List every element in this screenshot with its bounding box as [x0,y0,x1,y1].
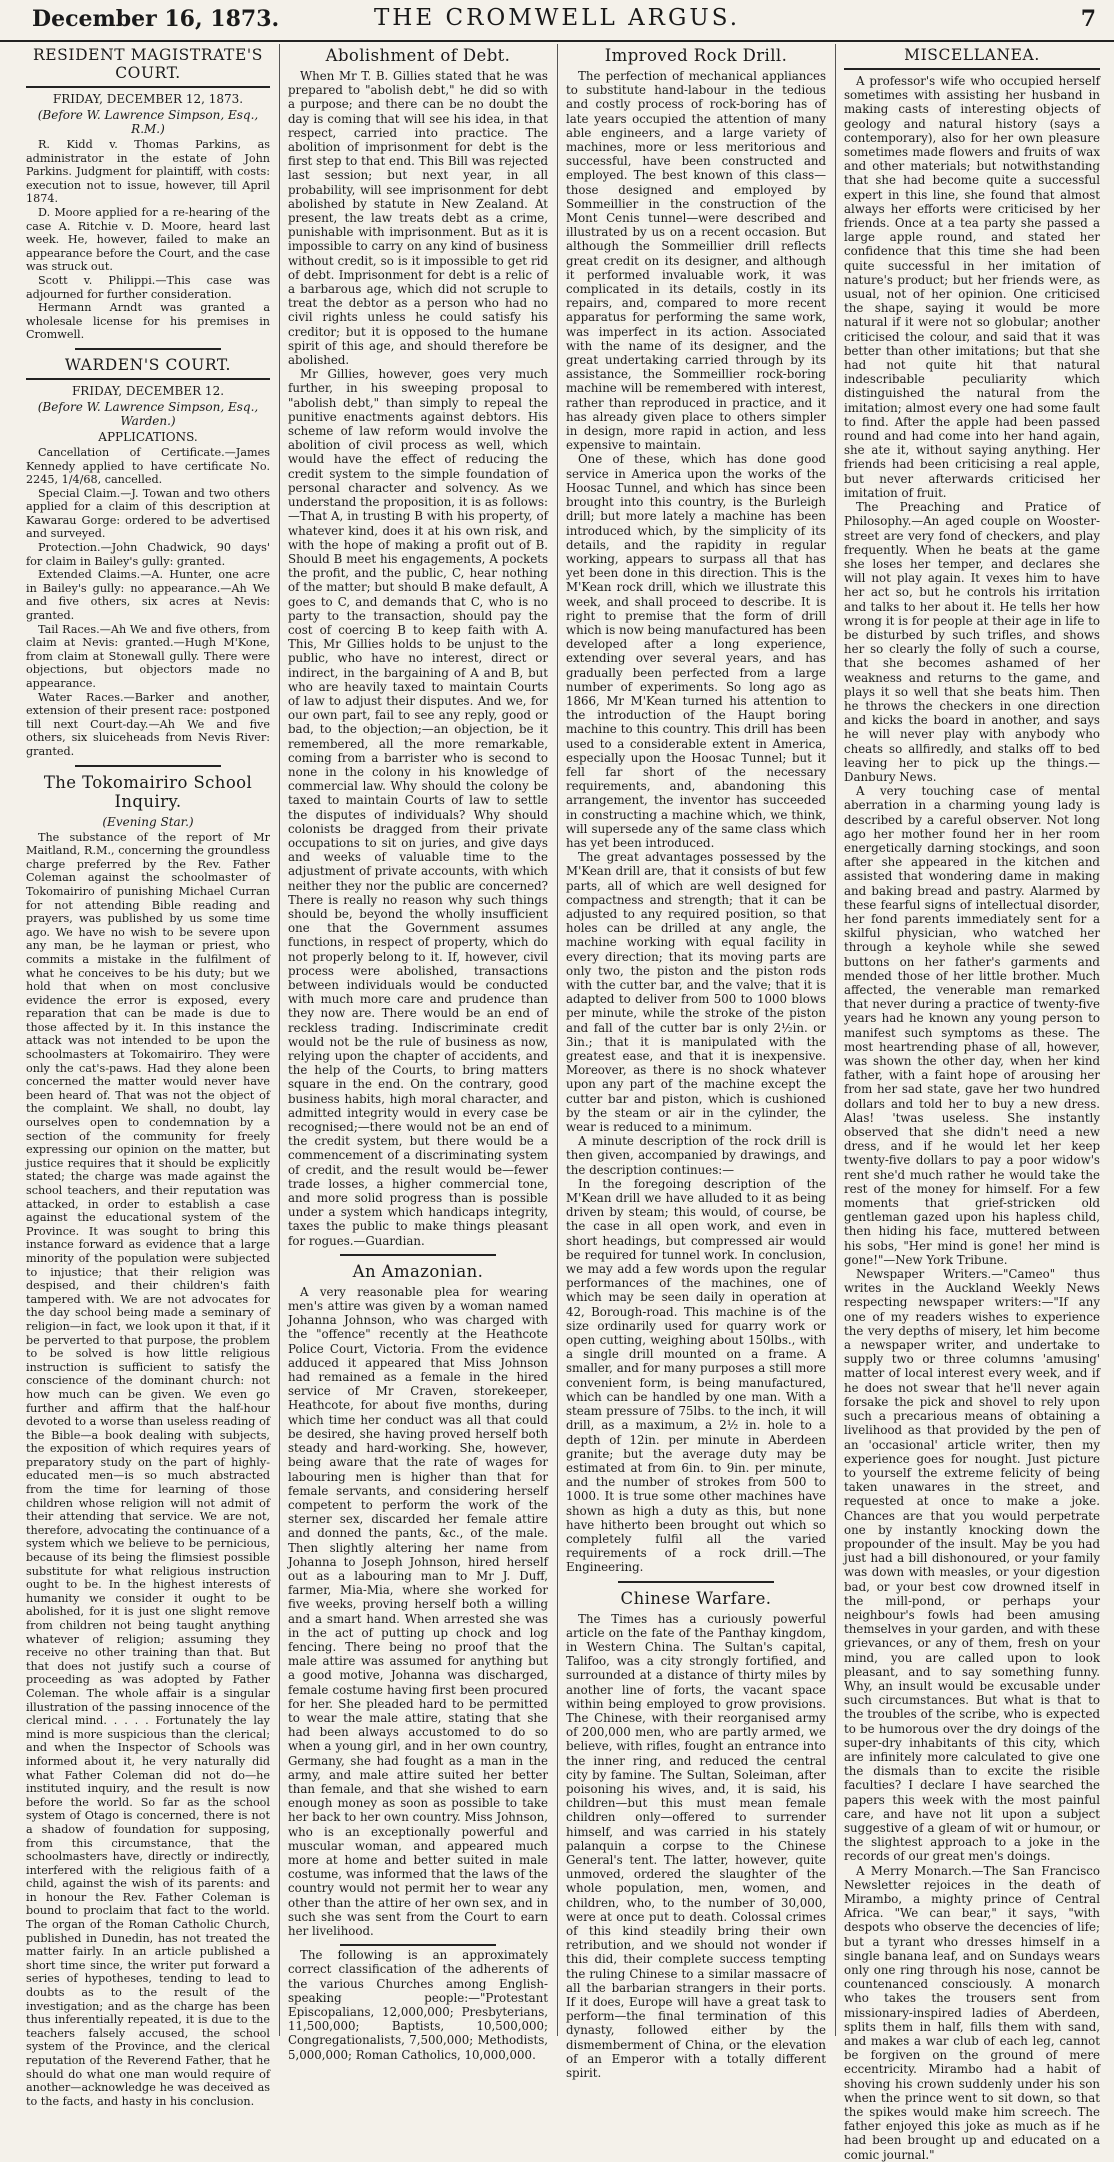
article-paragraph: A professor's wife who occupied herself sometimes with assisting her husband in making casts of interesting objects of geology and natural history (says a contemporary), also for her own pleasure sometimes made flowers and fruits of wax and other materials; but notwithstanding that she had become quite a successful expert in this line, she found that almost always her efforts were criticised by her friends. Once at a tea party she passed a large apple round, and stated her confidence that this time she had been quite successful in her imitation of nature's product; but her friends were, as usual, not of her opinion. One criticised the shape, saying it would be more natural if it were not so globular; another criticised the colour, and said that it was better than other imitations; but that she had not quite hit that natural indescribable peculiarity which distinguished the natural from the imitation; almost every one had some fault to find. After the apple had been passed round and had come into her hand again, she ate it, without saying anything. Her friends had been criticising a real apple, but never afterwards criticised her imitation of fruit. [844,74,1100,500]
article-paragraph: Cancellation of Certificate.—James Kennedy applied to have certificate No. 2245, 1/4/68, cancelled. [26,445,270,487]
divider [26,378,270,380]
article-paragraph: The following is an approximately correct classification of the adherents of the various Churches among English-speaking people:—"Protestant Episcopalians, 12,000,000; Presbyterians, 11,500,000; Baptists, 10,500,000; Congregationalists, 7,500,000; Methodists, 5,000,000; Roman Catholics, 10,000,000. [288,1948,548,2062]
issue-date: December 16, 1873. [32,6,280,32]
chinese-heading: Chinese Warfare. [620,1588,772,1608]
column-3 [560,44,832,2081]
divider [26,86,270,88]
rm-court-date: FRIDAY, DECEMBER 12, 1873. [52,92,244,106]
article-paragraph: The perfection of mechanical appliances to substitute hand-labour in the tedious and costly process of rock-boring has of late years occupied the attention of many able engineers, and a large variety of machines, more or less meritorious and successful, have been constructed and employed. The best known of this class—those designed and employed by Sommeillier in the construction of the Mont Cenis tunnel—were described and illustrated by us on a recent occasion. But although the Sommeillier drill reflects great credit on its designer, and although it performed invaluable work, it was complicated in its details, costly in its repairs, and, compared to more recent apparatus for performing the same work, was imperfect in its action. Associated with the name of its designer, and the great undertaking carried through by its assistance, the Sommeillier rock-boring machine will be remembered with interest, rather than reproduced in practice, and it has already given place to others simpler in design, more rapid in action, and less expensive to maintain. [566,69,826,453]
article-paragraph: Protection.—John Chadwick, 90 days' for claim in Bailey's gully: granted. [26,541,270,568]
article-paragraph: The Times has a curiously powerful article on the fate of the Panthay kingdom, in Western China. The Sultan's capital, Talifoo, was a city strongly fortified, and surrounded at a distance of thirty miles by another line of forts, the vacant space within being employed to grow provisions. The Chinese, with their reorganised army of 200,000 men, who are partly armed, we believe, with rifles, fought an entrance into the inner ring, and reduced the central city by famine. The Sultan, Soleiman, after poisoning his wives, and, it is said, his children—but this must mean female children only—offered to surrender himself, and was carried in his stately palanquin a corpse to the Chinese General's tent. The latter, however, quite unmoved, ordered the slaughter of the whole population, men, women, and children, who, to the number of 30,000, were at once put to death. Colossal crimes of this kind steadily bring their own retribution, and we should not wonder if this did, their complete success tempting the ruling Chinese to a similar massacre of all the barbarian strangers in their ports. If it does, Europe will have a great task to perform—the final termination of this dynasty, followed either by the dismemberment of China, or the elevation of an Emperor with a totally different spirit. [566,1611,826,2081]
article-paragraph: Extended Claims.—A. Hunter, one acre in Bailey's gully: no appearance.—Ah We and five others, six acres at Nevis: granted. [26,568,270,623]
wardens-court-date: FRIDAY, DECEMBER 12. [71,383,225,398]
article-paragraph: A very reasonable plea for wearing men's attire was given by a woman named Johanna Johnson, who was charged with the "offence" recently at the Heathcote Police Court, Victoria. From the evidence adduced it appeared that Miss Johnson had remained as a female in the hired service of Mr Craven, storekeeper, Heathcote, for about five months, during which time her conduct was all that could be desired, she having proved herself both steady and hard-working. She, however, being aware that the rate of wages for labouring men is higher than that for female servants, and considering herself competent to perform the work of the sterner sex, discarded her female attire and donned the pants, &c., of the male. Then slightly altering her name from Johanna to Joseph Johnson, hired herself out as a labouring man to Mr J. Duff, farmer, Mia-Mia, where she worked for five weeks, proving herself both a willing and a smart hand. When arrested she was in the act of putting up chock and log fencing. There being no proof that the male attire was assumed for anything but a good motive, Johanna was discharged, female costume having first been procured for her. She pleaded hard to be permitted to wear the male attire, stating that she had been always accustomed to do so when a young girl, and in her own country, Germany, she had fought as a man in the army, and male attire suited her better than female, and that she wished to earn enough money as soon as possible to take her back to her own country. Miss Johnson, who is an exceptionally powerful and muscular woman, and appeared much more at home and better suited in male costume, was informed that the laws of the country would not permit her to wear any other than the attire of her own sex, and in such she was sent from the Court to earn her livelihood. [288,1284,548,1938]
article-paragraph: In the foregoing description of the M'Kean drill we have alluded to it as being driven by steam; this would, of course, be the case in all open work, and even in short headings, but compressed air would be required for tunnel work. In conclusion, we may add a few words upon the regular performances of the machines, one of which may be seen daily in operation at 42, Borough-road. This machine is of the size ordinarily used for quarry work or open cutting, weighing about 150lbs., with a single drill mounted on a frame. A smaller, and for many purposes a still more convenient form, is being manufactured, which can be handled by one man. With a steam pressure of 75lbs. to the inch, it will drill, as a maximum, a 2½ in. hole to a depth of 12in. per minute in Aberdeen granite; but the average duty may be estimated at from 6in. to 9in. per minute, and the number of strokes from 500 to 1000. It is true some other machines have shown as high a duty as this, but none have hitherto been brought out which so completely fulfil all the varied requirements of a rock drill.—The Engineering. [566,1176,826,1575]
wardens-court-subhead: APPLICATIONS. [98,429,198,444]
column-4 [838,44,1106,2162]
article-paragraph: Mr Gillies, however, goes very much further, in his sweeping proposal to "abolish debt," than simply to repeal the punitive enactments against debtors. His scheme of law reform would involve the abolition of civil process as well, which would have the effect of reducing the credit system to the simple foundation of personal character and solvency. As we understand the proposition, it is as follows:—That A, in trusting B with his property, of whatever kind, does it at his own risk, and with the hope of making a profit out of B. Should B meet his engagements, A pockets the profit, and the public, C, hear nothing of the matter; but should B make default, A goes to C, and demands that C, who is no party to the transaction, should pay the cost of coercing B to keep faith with A. This, Mr Gillies holds to be unjust to the public, who have no interest, direct or indirect, in the bargaining of A and B, but who are heavily taxed to maintain Courts of law to adjust their disputes. And we, for our own part, fail to see any reply, good or bad, to the objection;—an objection, be it remembered, all the more remarkable, coming from a barrister who is second to none in the colony in his knowledge of commercial law. Why should the colony be taxed to maintain Courts of law to settle the disputes of individuals? Why should colonists be dragged from their private occupations to sit on juries, and give days and weeks of valuable time to the adjustment of private accounts, with which neither they nor the public are concerned? There is really no reason why such things should be, beyond the wholly insufficient one that the Government assumes functions, in respect of property, which do not properly belong to it. If, however, civil process were abolished, transactions between individuals would be conducted with much more care and prudence than they now are. There would be an end of reckless trading. Indiscriminate credit would not be the rule of business as now, relying upon the chapter of accidents, and the help of the Courts, to bring matters square in the end. On the contrary, good business habits, high moral character, and admitted integrity would in every case be recognised;—there would not be an end of the credit system, but there would be a commencement of a discriminating system of credit, and the result would be—fewer trade losses, a higher commercial tone, and more solid progress than is possible under a system which handicaps integrity, taxes the public to make things pleasant for rogues.—Guardian. [288,367,548,1248]
article-paragraph: The great advantages possessed by the M'Kean drill are, that it consists of but few parts, all of which are well designed for compactness and strength; that it can be adjusted to any required position, so that holes can be drilled at any angle, the machine working with equal facility in every direction; that its moving parts are only two, the piston and the piston rods with the cutter bar, and the valve; that it is adapted to deliver from 500 to 1000 blows per minute, while the stroke of the piston and fall of the cutter bar is only 2½in. or 3in.; that it is manipulated with the greatest ease, and that it is inexpensive. Moreover, as there is no shock whatever upon any part of the machine except the cutter bar and piston, which is cushioned by the steam or air in the cylinder, the wear is reduced to a minimum. [566,850,826,1135]
divider [844,68,1100,70]
article-paragraph: When Mr T. B. Gillies stated that he was prepared to "abolish debt," he did so with a purpose; and there can be no doubt the day is coming that will see his idea, in that respect, carried into practice. The abolition of imprisonment for debt is the first step to that end. This Bill was rejected last session; but next year, in all probability, will see imprisonment for debt abolished by statute in New Zealand. At present, the law treats debt as a crime, punishable with imprisonment. But as it is impossible to carry on any kind of business without credit, so is it impossible to get rid of debt. Imprisonment for debt is a relic of a barbarous age, which did not scruple to treat the debtor as a person who had no civil rights unless he could satisfy his creditor; but it is opposed to the humane spirit of this age, and should therefore be abolished. [288,69,548,368]
article-paragraph: A very touching case of mental aberration in a charming young lady is described by a careful observer. Not long ago her mother found her in her room energetically darning stockings, and soon after she appeared in the kitchen and assisted that wondering dame in making and baking bread and pastry. Alarmed by these fearful signs of intellectual disorder, her fond parents immediately sent for a skilful physician, who watched her through a keyhole while she sewed buttons on her father's garments and mended those of her little brother. Much affected, the venerable man remarked that never during a practice of twenty-five years had he known any young person to manifest such symptoms as these. The most heartrending phase of all, however, was shown the other day, when her kind father, with a faint hope of arousing her from her sad state, gave her two hundred dollars and told her to buy a new dress. Alas! 'twas useless. She instantly observed that she didn't need a new dress, and if he would let her keep twenty-five dollars to pay a poor widow's rent she'd much rather he would take the rest of the money for himself. For a few moments that grief-stricken old gentleman gazed upon his hapless child, then hiding his face, muttered between his sobs, "Her mind is gone! her mind is gone!"—New York Tribune. [844,784,1100,1267]
article-paragraph: The substance of the report of Mr Maitland, R.M., concerning the groundless charge preferred by the Rev. Father Coleman against the schoolmaster of Tokomairiro of punishing Michael Curran for not attending Bible reading and prayers, was published by us some time ago. We have no wish to be severe upon any man, be he layman or priest, who commits a mistake in the fulfilment of what he conceives to be his duty; but we hold that when on most conclusive evidence the error is exposed, every reparation that can be made is due to those affected by it. In this instance the attack was not intended to be upon the schoolmasters at Tokomairiro. They were only the cat's-paws. Had they alone been concerned the matter would never have been heard of. That was not the object of the complaint. We shall, no doubt, lay ourselves open to condemnation by a section of the community for freely expressing our opinion on the matter, but justice requires that it should be explicitly stated; the charge was made against the school teachers, and their reputation was attacked, in order to establish a case against the educational system of the Province. It was sought to bring this instance forward as evidence that a large minority of the population were subjected to injustice; that their religion was despised, and their children's faith tampered with. We are not advocates for the day school being made a seminary of religion—in fact, we look upon it that, if it be perverted to that purpose, the problem to be solved is how little religious instruction is sufficient to satisfy the conscience of the dominant church: not how much can be given. We even go further and affirm that the half-hour devoted to a worse than useless reading of the Bible—a book dealing with subjects, the exposition of which requires years of preparatory study on the part of highly-educated men—is so much abstracted from the time for learning of those children whose religion will not admit of their attending that service. We are not, therefore, advocating the continuance of a system which we believe to be pernicious, because of its being the flimsiest possible substitute for what religious instruction ought to be. In the highest interests of humanity we consider it ought to be abolished, for it is just one slight remove from children not being taught anything whatever of religion; assuming they receive no other training than that. But that does not justify such a course of proceeding as was adopted by Father Coleman. The whole affair is a singular illustration of the passing innocence of the clerical mind. . . . . Fortunately the lay mind is more suspicious than the clerical; and when the Inspector of Schools was informed about it, he very naturally did what Father Coleman did not do—he instituted inquiry, and the result is now before the world. So far as the school system of Otago is concerned, there is not a shadow of foundation for supposing, from this circumstance, that the schoolmasters have, directly or indirectly, interfered with the religious faith of a child, against the wish of its parents: and in honour the Rev. Father Coleman is bound to proclaim that fact to the world. The organ of the Roman Catholic Church, published in Dunedin, has not treated the matter fairly. In an article published a short time since, the writer put forward a series of hypotheses, tending to lead to doubts as to the result of the investigation; and as the charge has been thus inferentially repeated, it is due to the teachers falsely accused, the school system of the Province, and the clerical reputation of the Reverend Father, that he should do what one man would require of another—acknowledge he was deceived as to the facts, and hasty in his conclusion. [26,830,270,2108]
divider [75,348,221,350]
masthead [0,0,1114,42]
tokomairiro-heading: The Tokomairiro School Inquiry. [43,772,253,811]
article-paragraph: The Preaching and Pratice of Philosophy.—An aged couple on Wooster-street are very fond of checkers, and play frequently. When he beats at the game she loses her temper, and declares she will not play again. It vexes him to have her act so, but he controls his irritation and talks to her about it. He tells her how wrong it is for people at their age in life to be disturbed by such trifles, and shows her so clearly the folly of such a course, that she becomes ashamed of her weakness and returns to the game, and plays it so well that she beats him. Then he throws the checkers in one direction and kicks the board in another, and says he will never play with anybody who cheats so allfiredly, and stalks off to bed leaving her to pick up the things.—Danbury News. [844,500,1100,784]
divider [340,1254,496,1256]
debt-heading: Abolishment of Debt. [325,46,511,65]
article-paragraph: A Merry Monarch.—The San Francisco Newsletter rejoices in the death of Mirambo, a mighty prince of Central Africa. "We can bear," it says, "with despots who observe the decencies of life; but a tyrant who dresses himself in a single banana leaf, and on Sundays wears only one ring through his nose, cannot be countenanced consciously. A monarch who takes the trousers sent from missionary-inspired ladies of Aberdeen, splits them in half, fills them with sand, and makes a war club of each leg, cannot be forgiven on the ground of mere eccentricity. Mirambo had a habit of shoving his crown suddenly under his son when the prince went to sit down, so that the spikes would make him screech. The father enjoyed this joke as much as if he had been brought up and educated on a comic journal." [844,1863,1100,2162]
article-paragraph: Water Races.—Barker and another, extension of their present race: postponed till next Court-day.—Ah We and five others, six sluiceheads from Nevis River: granted. [26,690,270,758]
article-paragraph: Special Claim.—J. Towan and two others applied for a claim of this description at Kawarau Gorge: ordered to be advertised and surveyed. [26,486,270,541]
article-paragraph: Tail Races.—Ah We and five others, from claim at Nevis: granted.—Hugh M'Kone, from claim at Stonewall gully. There were objections, but objectors made no appearance. [26,622,270,690]
article-paragraph: Scott v. Philippi.—This case was adjourned for further consideration. [26,273,270,301]
column-2 [282,44,554,2062]
article-paragraph: A minute description of the rock drill is then given, accompanied by drawings, and the description continues:— [566,1134,826,1177]
rock-drill-heading: Improved Rock Drill. [604,46,788,65]
divider [340,1944,496,1946]
rm-court-before: (Before W. Lawrence Simpson, Esq., R.M.) [37,108,259,136]
newspaper-title: THE CROMWELL ARGUS. [373,5,741,31]
tokomairiro-source: (Evening Star.) [102,814,194,829]
column-1 [20,44,276,2108]
wardens-court-before: (Before W. Lawrence Simpson, Esq., Warden.) [37,399,259,428]
wardens-court-heading: WARDEN'S COURT. [64,355,232,374]
article-paragraph: D. Moore applied for a re-hearing of the case A. Ritchie v. D. Moore, heard last week. He, however, failed to make an appearance before the Court, and the case was struck out. [26,205,270,274]
rm-court-heading: RESIDENT MAGISTRATE'S COURT. [33,46,263,82]
page-number: 7 [1080,6,1096,32]
divider [75,765,221,767]
divider [618,1581,774,1583]
article-paragraph: Hermann Arndt was granted a wholesale license for his premises in Cromwell. [26,301,270,342]
article-paragraph: One of these, which has done good service in America upon the works of the Hoosac Tunnel, and which has since been brought into this country, is the Burleigh drill; but more lately a machine has been introduced which, by the simplicity of its details, and the rapidity in regular working, appears to surpass all that has yet been done in this direction. This is the M'Kean rock drill, which we illustrate this week, and shall proceed to describe. It is right to premise that the form of drill which is now being manufactured has been developed after a long experience, extending over several years, and has gradually been perfected from a large number of experiments. So long ago as 1866, Mr M'Kean turned his attention to the introduction of the Haupt boring machine to this country. This drill has been used to a considerable extent in America, especially upon the Hoosac Tunnel; but it fell far short of the necessary requirements, and, abandoning this arrangement, the inventor has succeeded in constructing a machine which, we think, will supersede any of the same class which has yet been introduced. [566,452,826,850]
misc-heading: MISCELLANEA. [904,46,1040,64]
article-paragraph: Newspaper Writers.—"Cameo" thus writes in the Auckland Weekly News respecting newspaper writers:—"If any one of my readers wishes to experience the very depths of misery, let him become a newspaper writer, and undertake to supply two or three columns 'amusing' matter of local interest every week, and if he does not swear that he'll never again forsake the pick and shovel to rely upon such a precarious means of obtaining a livelihood as that provided by the pen of an 'occasional' article writer, then my experience goes for nought. Just picture to yourself the extreme felicity of being taken unawares in the street, and requested at once to make a joke. Chances are that you would perpetrate one by instantly knocking down the propounder of the insult. May be you had just had a bill dishonoured, or your family was down with measles, or your digestion bad, or your best cow drowned itself in the mill-pond, or perhaps your neighbour's fowls had been amusing themselves in your garden, and with these grievances, or any of them, fresh on your mind, you are called upon to look pleasant, and to say something funny. Why, an insult would be excusable under such circumstances. But what is that to the troubles of the scribe, who is expected to be humorous over the dry doings of the super-dry inhabitants of this city, which are infinitely more calculated to give one the dismals than to excite the risible faculties? I declare I have searched the papers this week with the most painful care, and have not lit upon a subject suggestive of a gleam of wit or humour, or the slightest approach to a joke in the records of our great men's doings. [844,1267,1100,1864]
amazonian-heading: An Amazonian. [352,1261,484,1281]
article-paragraph: R. Kidd v. Thomas Parkins, as administrator in the estate of John Parkins. Judgment for plaintiff, with costs: execution not to issue, however, till April 1874. [26,138,270,206]
